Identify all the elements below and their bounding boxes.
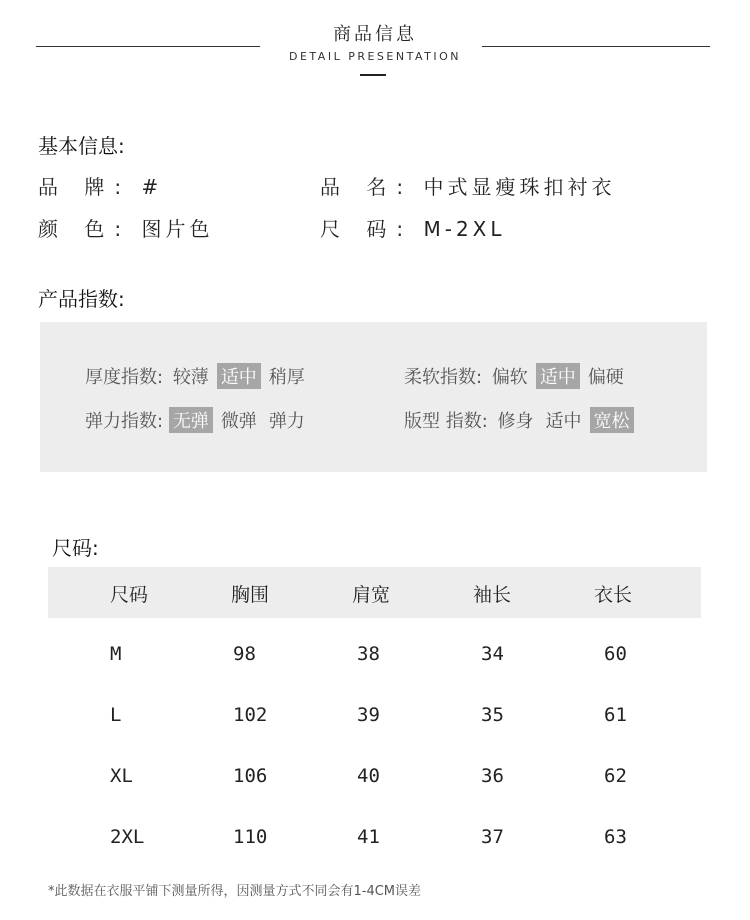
color-label: 颜 色: xyxy=(38,217,132,241)
elasticity-option-slight: 微弹 xyxy=(220,411,257,432)
color-value: 图片色 xyxy=(141,217,214,241)
table-cell: XL xyxy=(110,765,133,787)
fit-option-slim: 修身 xyxy=(497,411,534,432)
size-value: M-2XL xyxy=(423,217,506,241)
table-cell: M xyxy=(110,643,122,665)
table-cell: 41 xyxy=(357,826,380,848)
elasticity-option-stretch: 弹力 xyxy=(268,411,305,432)
brand-value: # xyxy=(141,175,163,199)
table-cell: 39 xyxy=(357,704,380,726)
thickness-option-thin: 较薄 xyxy=(172,367,209,388)
table-cell: 62 xyxy=(604,765,627,787)
table-cell: 37 xyxy=(481,826,504,848)
column-header-shoulder: 肩宽 xyxy=(352,584,391,606)
header-rule-left xyxy=(36,46,260,47)
column-header-chest: 胸围 xyxy=(231,584,270,606)
table-cell: 34 xyxy=(481,643,504,665)
table-cell: 38 xyxy=(357,643,380,665)
softness-option-hard: 偏硬 xyxy=(587,367,624,388)
thickness-index xyxy=(85,363,313,389)
header-rule-right xyxy=(482,46,710,47)
fit-index xyxy=(404,407,638,433)
size-row xyxy=(320,213,506,242)
table-cell: 40 xyxy=(357,765,380,787)
header-accent-dash xyxy=(360,74,386,76)
name-label: 品 名: xyxy=(320,175,414,199)
product-index-panel xyxy=(40,322,707,472)
table-cell: 110 xyxy=(233,826,268,848)
measurement-note: *此数据在衣服平铺下测量所得，因测量方式不同会有1-4CM误差 xyxy=(48,884,422,899)
table-cell: 102 xyxy=(233,704,268,726)
table-cell: 98 xyxy=(233,643,256,665)
softness-option-soft: 偏软 xyxy=(491,367,528,388)
fit-label: 版型 指数: xyxy=(404,411,488,432)
column-header-sleeve: 袖长 xyxy=(473,584,512,606)
thickness-label: 厚度指数: xyxy=(85,367,164,388)
name-row xyxy=(320,171,615,200)
table-cell: 36 xyxy=(481,765,504,787)
table-cell: L xyxy=(110,704,122,726)
table-cell: 35 xyxy=(481,704,504,726)
fit-option-regular: 适中 xyxy=(545,411,582,432)
softness-index xyxy=(404,363,632,389)
name-value: 中式显瘦珠扣衬衣 xyxy=(423,175,616,199)
page-subtitle: DETAIL PRESENTATION xyxy=(289,50,461,63)
basic-info-title: 基本信息: xyxy=(38,134,125,158)
table-cell: 61 xyxy=(604,704,627,726)
table-cell: 60 xyxy=(604,643,627,665)
page-title: 商品信息 xyxy=(333,24,417,45)
thickness-option-medium: 适中 xyxy=(217,363,261,389)
softness-label: 柔软指数: xyxy=(404,367,483,388)
table-cell: 106 xyxy=(233,765,268,787)
table-cell: 63 xyxy=(604,826,627,848)
table-cell: 2XL xyxy=(110,826,145,848)
color-row xyxy=(38,213,213,242)
brand-label: 品 牌: xyxy=(38,175,132,199)
softness-option-medium: 适中 xyxy=(536,363,580,389)
size-label: 尺 码: xyxy=(320,217,414,241)
elasticity-option-none: 无弹 xyxy=(169,407,213,433)
elasticity-label: 弹力指数: xyxy=(85,411,164,432)
fit-option-loose: 宽松 xyxy=(590,407,634,433)
elasticity-index xyxy=(85,407,313,433)
column-header-size: 尺码 xyxy=(110,584,149,606)
product-index-title: 产品指数: xyxy=(38,287,125,311)
brand-row xyxy=(38,171,162,200)
thickness-option-thick: 稍厚 xyxy=(268,367,305,388)
column-header-length: 衣长 xyxy=(594,584,633,606)
size-chart-title: 尺码: xyxy=(52,536,99,560)
